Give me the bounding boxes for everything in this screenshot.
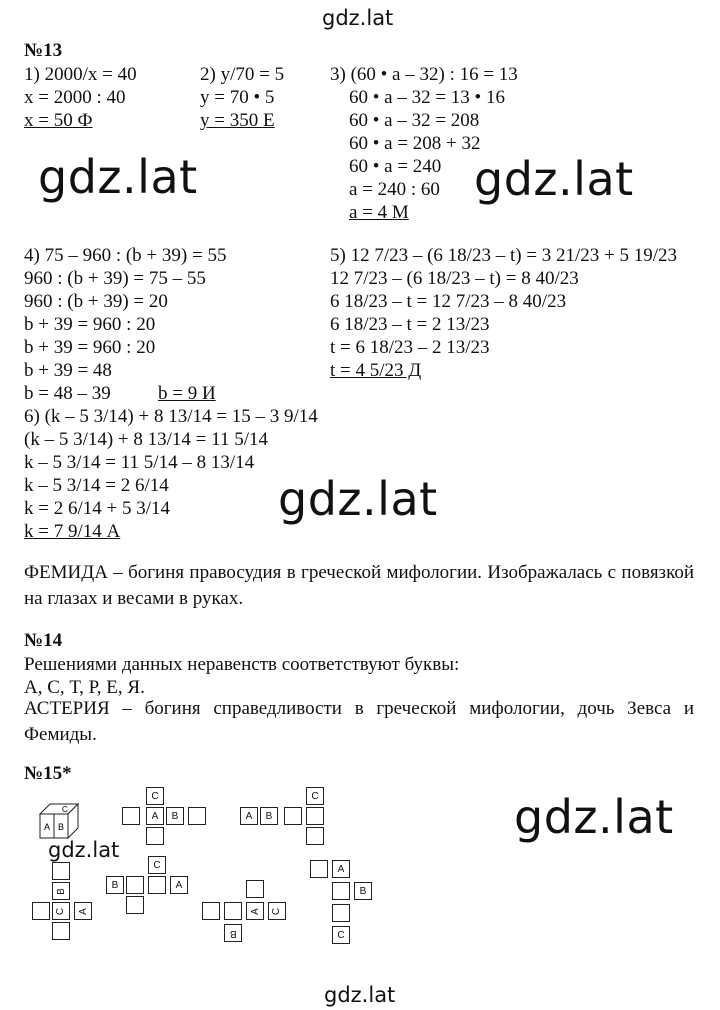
net5-cell-c: C	[268, 902, 286, 920]
net4-cell	[126, 876, 144, 894]
watermark-large-center: gdz.lat	[278, 472, 438, 526]
watermark-small-left: gdz.lat	[48, 838, 120, 862]
task13-col4-line1: 4) 75 – 960 : (b + 39) = 55	[24, 245, 227, 266]
net4-cell	[126, 896, 144, 914]
task13-col5-line4: 6 18/23 – t = 2 13/23	[330, 314, 490, 335]
watermark-large-right: gdz.lat	[474, 152, 634, 206]
task13-col4-line2: 960 : (b + 39) = 75 – 55	[24, 268, 206, 289]
net1-cell-c: C	[146, 787, 164, 805]
net3-cell	[52, 922, 70, 940]
task13-col2-answer: y = 350 Е	[200, 110, 275, 131]
net3-cell	[32, 902, 50, 920]
task13-col4-line6: b + 39 = 48	[24, 360, 112, 381]
watermark-bottom: gdz.lat	[324, 983, 396, 1007]
net2-cell-a: A	[240, 807, 258, 825]
task14-note: АСТЕРИЯ – богиня справедливости в греческой мифологии, дочь Зевса и Фемиды.	[24, 698, 694, 745]
task13-col5-line5: t = 6 18/23 – 2 13/23	[330, 337, 490, 358]
net2-cell	[306, 807, 324, 825]
task13-title: №13	[24, 40, 63, 61]
task14-line2: А, С, Т, Р, Е, Я.	[24, 677, 145, 698]
cube-label-c: C	[62, 805, 68, 814]
task14-line1: Решениями данных неравенств соответствуют буквы:	[24, 654, 460, 675]
task14-title: №14	[24, 630, 63, 651]
task13-col5-line3: 6 18/23 – t = 12 7/23 – 8 40/23	[330, 291, 567, 312]
net4-cell-b: B	[106, 876, 124, 894]
task13-col4-line5: b + 39 = 960 : 20	[24, 337, 156, 358]
net3-cell-c: C	[52, 902, 70, 920]
task13-col5-line2: 12 7/23 – (6 18/23 – t) = 8 40/23	[330, 268, 579, 289]
net6-cell-c: C	[332, 926, 350, 944]
task13-col3-line4: 60 • a = 208 + 32	[349, 133, 481, 154]
task13-col6-line5: k = 2 6/14 + 5 3/14	[24, 498, 170, 519]
task13-col3-line3: 60 • a – 32 = 208	[349, 110, 480, 131]
task13-col3-line5: 60 • a = 240	[349, 156, 442, 177]
net6-cell	[332, 904, 350, 922]
net2-cell-c: C	[306, 787, 324, 805]
net4-cell	[148, 876, 166, 894]
task13-col4-line4: b + 39 = 960 : 20	[24, 314, 156, 335]
watermark-large-left: gdz.lat	[38, 150, 198, 204]
task13-col2-line2: y = 70 • 5	[200, 87, 275, 108]
task13-col6-answer: k = 7 9/14 А	[24, 521, 121, 542]
task13-col1-line2: x = 2000 : 40	[24, 87, 126, 108]
task13-col3-line2: 60 • a – 32 = 13 • 16	[349, 87, 505, 108]
task13-note: ФЕМИДА – богиня правосудия в греческой мифологии. Изображалась с повязкой на глазах и весами в руках.	[24, 562, 694, 609]
task13-col4-answer: b = 9 И	[158, 383, 216, 404]
cube-label-a: A	[44, 822, 51, 832]
task13-col2-line1: 2) y/70 = 5	[200, 64, 285, 85]
net5-cell-a: A	[246, 902, 264, 920]
task13-col1-answer: x = 50 Ф	[24, 110, 93, 131]
net1-cell	[188, 807, 206, 825]
net2-cell	[284, 807, 302, 825]
watermark-large-bottom-right: gdz.lat	[514, 790, 674, 844]
task15-title: №15*	[24, 763, 72, 784]
net6-cell-b: B	[354, 882, 372, 900]
net1-cell	[122, 807, 140, 825]
net6-cell	[310, 860, 328, 878]
net3-cell	[52, 862, 70, 880]
watermark-top: gdz.lat	[322, 6, 394, 30]
cube-illustration	[36, 800, 86, 840]
task13-col6-line1: 6) (k – 5 3/14) + 8 13/14 = 15 – 3 9/14	[24, 406, 318, 427]
cube-label-b: B	[58, 822, 65, 832]
net6-cell	[332, 882, 350, 900]
net3-cell-b: B	[52, 882, 70, 900]
net1-cell-b: B	[166, 807, 184, 825]
net5-cell	[246, 880, 264, 898]
net2-cell	[306, 827, 324, 845]
net5-cell	[224, 902, 242, 920]
net1-cell	[146, 827, 164, 845]
task13-col4-line7: b = 48 – 39	[24, 383, 111, 404]
task13-col6-line2: (k – 5 3/14) + 8 13/14 = 11 5/14	[24, 429, 268, 450]
task13-col4-line3: 960 : (b + 39) = 20	[24, 291, 168, 312]
task13-col3-line1: 3) (60 • a – 32) : 16 = 13	[330, 64, 518, 85]
net3-cell-a: A	[74, 902, 92, 920]
task13-col6-line4: k – 5 3/14 = 2 6/14	[24, 475, 169, 496]
task13-col5-answer: t = 4 5/23 Д	[330, 360, 422, 381]
net1-cell-a: A	[146, 807, 164, 825]
net2-cell-b: B	[260, 807, 278, 825]
net4-cell-c: C	[148, 856, 166, 874]
task13-col3-line6: a = 240 : 60	[349, 179, 440, 200]
task13-col6-line3: k – 5 3/14 = 11 5/14 – 8 13/14	[24, 452, 255, 473]
net6-cell-a: A	[332, 860, 350, 878]
task13-col1-line1: 1) 2000/x = 40	[24, 64, 137, 85]
task13-col5-line1: 5) 12 7/23 – (6 18/23 – t) = 3 21/23 + 5 19/23	[330, 245, 678, 266]
net5-cell-b: B	[224, 924, 242, 942]
task13-col3-answer: a = 4 М	[349, 202, 409, 223]
net5-cell	[202, 902, 220, 920]
net4-cell-a: A	[170, 876, 188, 894]
